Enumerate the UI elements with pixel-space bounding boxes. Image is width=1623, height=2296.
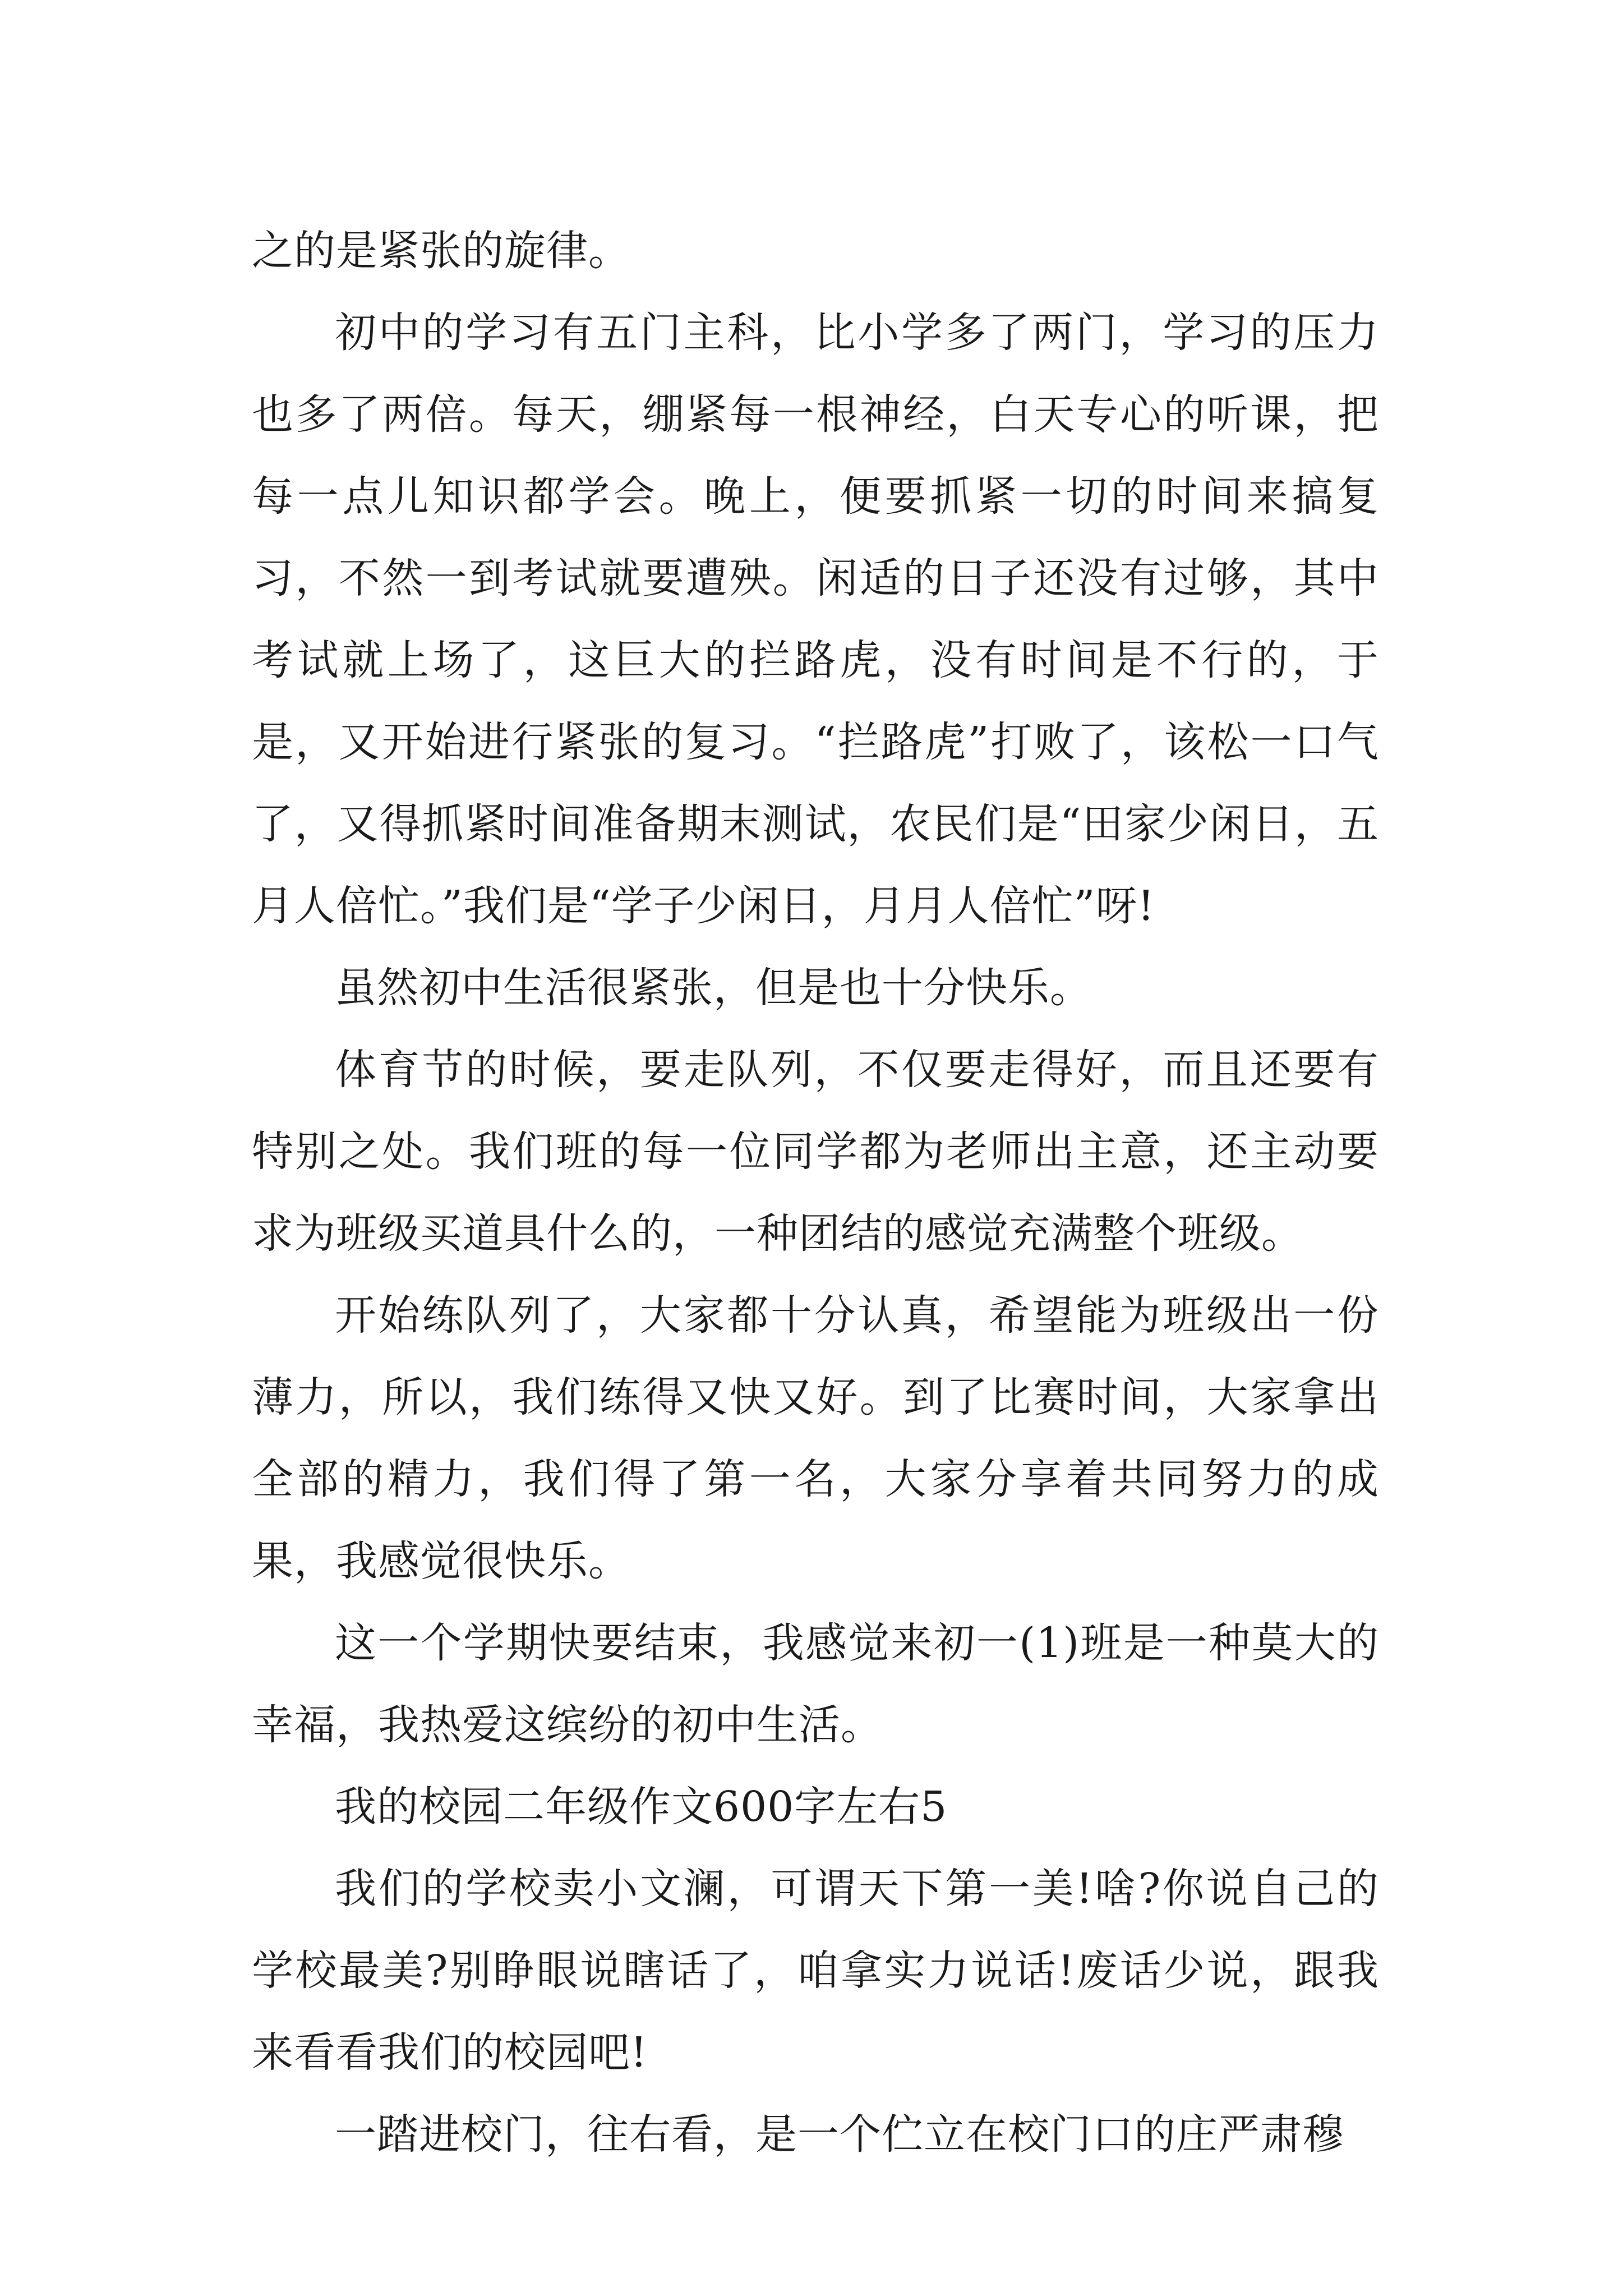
document-body bbox=[252, 210, 1379, 2175]
paragraph-study-pressure: 初中的学习有五门主科，比小学多了两门，学习的压力也多了两倍。每天，绷紧每一根神经，白天专心的听课，把每一点儿知识都学会。晚上，便要抓紧一切的时间来搞复习，不然一到考试就要遭殃。闲适的日子还没有过够，其中考试就上场了，这巨大的拦路虎，没有时间是不行的，于是，又开始进行紧张的复习。“拦路虎”打败了，该松一口气了，又得抓紧时间准备期末测试，农民们是“田家少闲日，五月人倍忙。”我们是“学子少闲日，月月人倍忙”呀! bbox=[252, 309, 1379, 930]
paragraph-practice: 开始练队列了，大家都十分认真，希望能为班级出一份薄力，所以，我们练得又快又好。到了比赛时间，大家拿出全部的精力，我们得了第一名，大家分享着共同努力的成果，我感觉很快乐。 bbox=[252, 1291, 1379, 1585]
paragraph-happy-life: 虽然初中生活很紧张，但是也十分快乐。 bbox=[335, 964, 1092, 1012]
paragraph-school-intro: 我们的学校卖小文澜，可谓天下第一美!啥?你说自己的学校最美?别睁眼说瞎话了，咱拿实力说话!废话少说，跟我来看看我们的校园吧! bbox=[252, 1865, 1379, 2077]
paragraph-school-gate: 一踏进校门，往右看，是一个伫立在校门口的庄严肃穆 bbox=[335, 2110, 1344, 2159]
paragraph-semester-end: 这一个学期快要结束，我感觉来初一(1)班是一种莫大的幸福，我热爱这缤纷的初中生活。 bbox=[252, 1619, 1379, 1749]
essay-title: 我的校园二年级作文600字左右5 bbox=[335, 1783, 948, 1831]
paragraph-sports-festival: 体育节的时候，要走队列，不仅要走得好，而且还要有特别之处。我们班的每一位同学都为老师出主意，还主动要求为班级买道具什么的，一种团结的感觉充满整个班级。 bbox=[252, 1046, 1379, 1258]
paragraph-continuation: 之的是紧张的旋律。 bbox=[252, 227, 630, 275]
